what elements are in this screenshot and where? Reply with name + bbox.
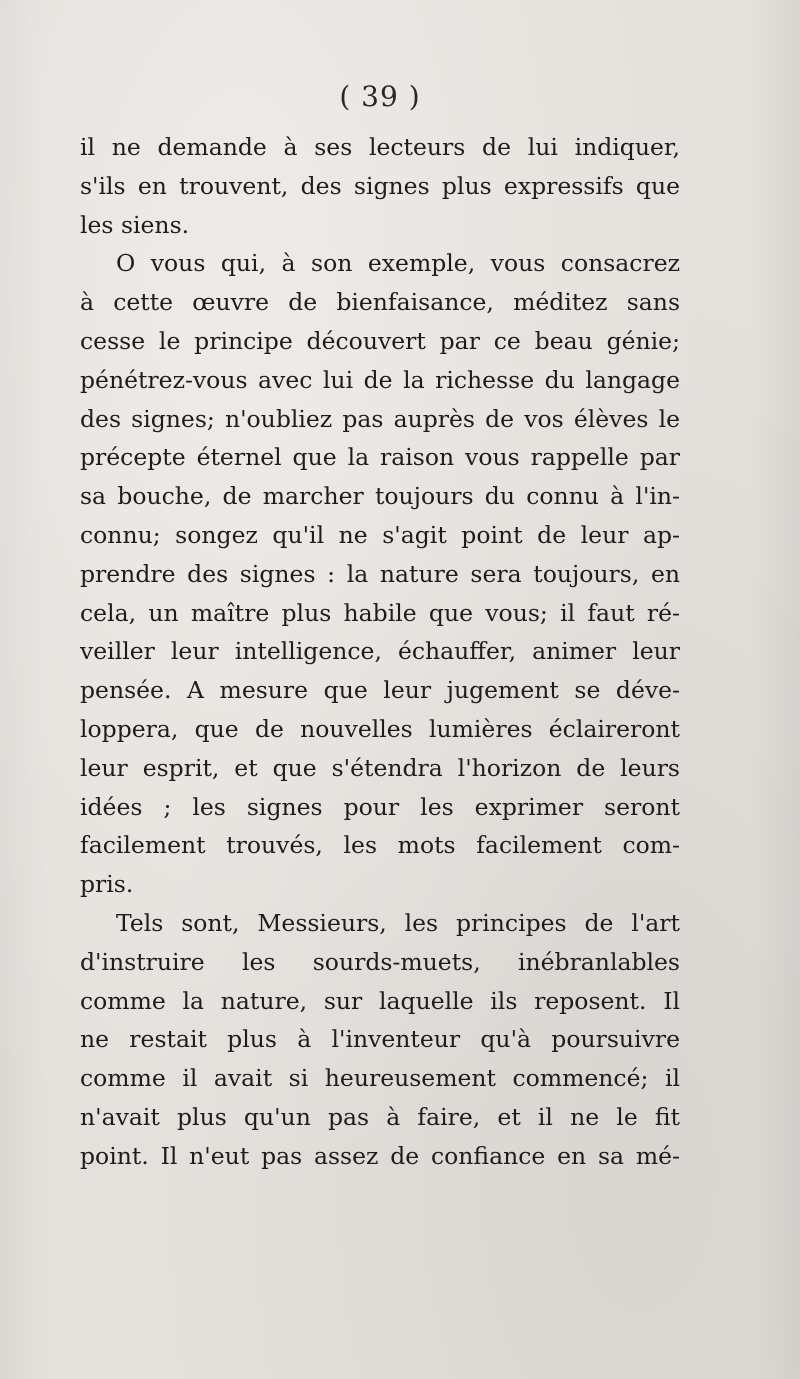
- text-line: cesse le principe découvert par ce beau génie;: [80, 326, 680, 355]
- text-line: précepte éternel que la raison vous rappelle par: [80, 443, 680, 472]
- text-line: facilement trouvés, les mots facilement com-: [80, 831, 680, 860]
- paragraph-2: [80, 244, 680, 904]
- text-line: veiller leur intelligence, échauffer, animer leur: [80, 637, 680, 666]
- text-line: d'instruire les sourds-muets, inébranlables: [80, 947, 680, 976]
- text-line: pris.: [80, 870, 134, 899]
- text-line: prendre des signes : la nature sera toujours, en: [80, 559, 680, 588]
- text-line: les siens.: [80, 210, 190, 239]
- text-line: des signes; n'oubliez pas auprès de vos élèves le: [80, 404, 680, 433]
- text-line: Tels sont, Messieurs, les principes de l'art: [116, 908, 680, 937]
- text-line: connu; songez qu'il ne s'agit point de leur ap-: [80, 520, 680, 549]
- text-line: s'ils en trouvent, des signes plus expressifs que: [80, 171, 680, 200]
- text-line: comme la nature, sur laquelle ils reposent. Il: [80, 986, 680, 1015]
- page-number: ( 39 ): [339, 80, 421, 113]
- text-line: comme il avait si heureusement commencé; il: [80, 1064, 680, 1093]
- text-line: point. Il n'eut pas assez de confiance en sa mé-: [80, 1141, 680, 1170]
- text-line: idées ; les signes pour les exprimer seront: [80, 792, 680, 821]
- text-line: leur esprit, et que s'étendra l'horizon de leurs: [80, 753, 680, 782]
- text-line: n'avait plus qu'un pas à faire, et il ne le fit: [80, 1102, 680, 1131]
- text-line: O vous qui, à son exemple, vous consacrez: [116, 249, 680, 278]
- text-line: il ne demande à ses lecteurs de lui indiquer,: [80, 133, 680, 161]
- text-line: sa bouche, de marcher toujours du connu à l'in-: [80, 482, 680, 511]
- paragraph-1: [80, 128, 680, 244]
- text-line: loppera, que de nouvelles lumières éclaireront: [80, 714, 680, 743]
- text-line: pénétrez-vous avec lui de la richesse du langage: [80, 365, 680, 394]
- text-line: ne restait plus à l'inventeur qu'à poursuivre: [80, 1025, 680, 1054]
- text-line: cela, un maître plus habile que vous; il faut ré-: [80, 598, 680, 627]
- text-line: à cette œuvre de bienfaisance, méditez sans: [80, 288, 680, 317]
- paragraph-3: [80, 904, 680, 1176]
- text-line: pensée. A mesure que leur jugement se déve-: [80, 676, 680, 705]
- body-text: [80, 128, 680, 1176]
